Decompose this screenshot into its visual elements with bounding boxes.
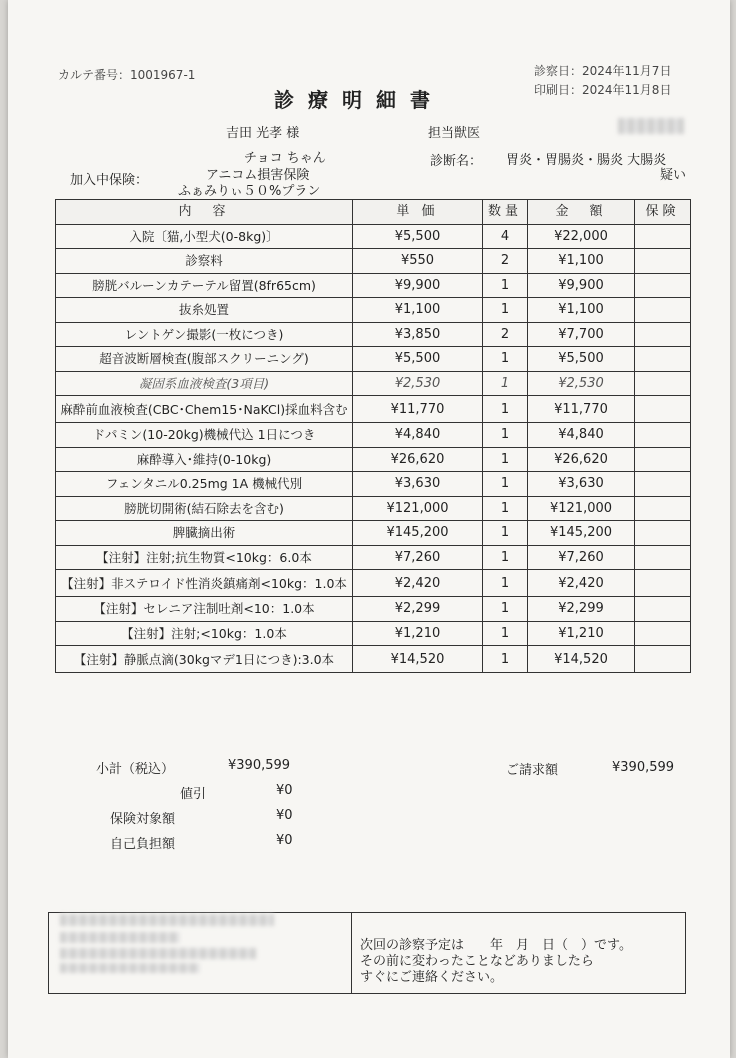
table-row <box>56 249 691 274</box>
item-amount: ¥2,530 <box>528 371 635 396</box>
item-insurance <box>635 496 691 521</box>
item-unit-price: ¥2,530 <box>353 371 483 396</box>
item-insurance <box>635 570 691 597</box>
item-quantity: 1 <box>483 545 528 570</box>
item-amount: ¥121,000 <box>528 496 635 521</box>
item-amount: ¥4,840 <box>528 423 635 448</box>
header-unit-price: 単 価 <box>353 200 483 225</box>
item-insurance <box>635 396 691 423</box>
item-name: 【注射】注射;抗生物質<10kg：6.0本 <box>56 545 353 570</box>
item-quantity: 1 <box>483 621 528 646</box>
table-row <box>56 273 691 298</box>
table-header-row <box>56 200 691 225</box>
billed-value: ¥390,599 <box>612 760 675 775</box>
diagnosis-line1: 胃炎・胃腸炎・腸炎 大腸炎 <box>506 153 667 168</box>
table-row <box>56 322 691 347</box>
item-unit-price: ¥1,100 <box>353 298 483 323</box>
table-row <box>56 621 691 646</box>
item-name: フェンタニル0.25mg 1A 機械代別 <box>56 472 353 497</box>
item-unit-price: ¥4,840 <box>353 423 483 448</box>
item-amount: ¥1,210 <box>528 621 635 646</box>
table-row <box>56 447 691 472</box>
item-amount: ¥22,000 <box>528 224 635 249</box>
table-row <box>56 597 691 622</box>
item-quantity: 1 <box>483 521 528 546</box>
statement-paper <box>8 0 730 1058</box>
item-quantity: 1 <box>483 371 528 396</box>
table-row <box>56 298 691 323</box>
item-insurance <box>635 322 691 347</box>
item-amount: ¥1,100 <box>528 298 635 323</box>
insurance-label: 加入中保険： <box>70 173 149 188</box>
insurance-plan: ふぁみりぃ５０%プラン <box>178 184 321 199</box>
items-table <box>55 199 691 673</box>
item-unit-price: ¥5,500 <box>353 347 483 372</box>
item-insurance <box>635 621 691 646</box>
item-insurance <box>635 423 691 448</box>
item-amount: ¥2,420 <box>528 570 635 597</box>
item-amount: ¥1,100 <box>528 249 635 274</box>
item-name: 超音波断層検査(腹部スクリーニング) <box>56 347 353 372</box>
table-row <box>56 545 691 570</box>
table-row <box>56 570 691 597</box>
table-row <box>56 396 691 423</box>
table-row <box>56 646 691 673</box>
item-insurance <box>635 472 691 497</box>
item-amount: ¥5,500 <box>528 347 635 372</box>
item-unit-price: ¥121,000 <box>353 496 483 521</box>
subtotal-value: ¥390,599 <box>228 758 291 773</box>
item-insurance <box>635 646 691 673</box>
next-visit-line1: 次回の診察予定は 年 月 日（ ）です。 <box>360 938 632 953</box>
item-insurance <box>635 521 691 546</box>
item-quantity: 2 <box>483 249 528 274</box>
item-quantity: 1 <box>483 646 528 673</box>
item-amount: ¥3,630 <box>528 472 635 497</box>
item-name: 凝固系血液検査(3項目) <box>56 371 353 396</box>
owner-name: 吉田 光孝 様 <box>226 126 300 141</box>
table-row <box>56 423 691 448</box>
table-row <box>56 371 691 396</box>
item-amount: ¥9,900 <box>528 273 635 298</box>
item-name: 脾臓摘出術 <box>56 521 353 546</box>
header-content: 内 容 <box>56 200 353 225</box>
billed-label: ご請求額 <box>506 763 559 778</box>
item-unit-price: ¥14,520 <box>353 646 483 673</box>
clinic-info-redacted-3 <box>60 948 256 959</box>
item-quantity: 1 <box>483 597 528 622</box>
item-quantity: 1 <box>483 347 528 372</box>
next-visit-line3: すぐにご連絡ください。 <box>360 970 504 985</box>
item-quantity: 1 <box>483 496 528 521</box>
vet-name-redacted <box>618 118 684 134</box>
next-visit-line2: その前に変わったことなどありましたら <box>360 954 594 969</box>
item-insurance <box>635 597 691 622</box>
item-unit-price: ¥11,770 <box>353 396 483 423</box>
self-pay-value: ¥0 <box>276 833 293 848</box>
discount-label: 値引 <box>180 787 207 802</box>
table-row <box>56 347 691 372</box>
item-insurance <box>635 249 691 274</box>
insured-value: ¥0 <box>276 808 293 823</box>
item-amount: ¥11,770 <box>528 396 635 423</box>
item-quantity: 1 <box>483 447 528 472</box>
item-quantity: 1 <box>483 570 528 597</box>
item-name: 【注射】静脈点滴(30kgマデ1日につき):3.0本 <box>56 646 353 673</box>
item-name: 膀胱切開術(結石除去を含む) <box>56 496 353 521</box>
discount-value: ¥0 <box>276 783 293 798</box>
item-insurance <box>635 298 691 323</box>
diagnosis-line2: 疑い <box>660 168 687 183</box>
item-name: レントゲン撮影(一枚につき) <box>56 322 353 347</box>
pet-name: チョコ ちゃん <box>244 151 326 166</box>
item-insurance <box>635 224 691 249</box>
item-quantity: 2 <box>483 322 528 347</box>
item-unit-price: ¥145,200 <box>353 521 483 546</box>
insurance-company: アニコム損害保険 <box>206 168 310 183</box>
item-name: 膀胱バルーンカテーテル留置(8fr65cm) <box>56 273 353 298</box>
item-name: 麻酔前血液検査(CBC･Chem15･NaKCl)採血料含む <box>56 396 353 423</box>
item-name: 抜糸処置 <box>56 298 353 323</box>
table-row <box>56 521 691 546</box>
item-name: 【注射】セレニア注制吐剤<10：1.0本 <box>56 597 353 622</box>
item-quantity: 1 <box>483 396 528 423</box>
self-pay-label: 自己負担額 <box>110 837 176 852</box>
item-amount: ¥7,260 <box>528 545 635 570</box>
item-quantity: 1 <box>483 472 528 497</box>
item-insurance <box>635 347 691 372</box>
item-amount: ¥26,620 <box>528 447 635 472</box>
table-row <box>56 472 691 497</box>
item-insurance <box>635 273 691 298</box>
header-insurance: 保険 <box>635 200 691 225</box>
clinic-info-redacted-2 <box>60 932 180 943</box>
item-amount: ¥14,520 <box>528 646 635 673</box>
diagnosis-label: 診断名： <box>430 154 483 169</box>
item-unit-price: ¥1,210 <box>353 621 483 646</box>
table-row <box>56 496 691 521</box>
item-insurance <box>635 447 691 472</box>
table-row <box>56 224 691 249</box>
item-unit-price: ¥2,420 <box>353 570 483 597</box>
item-name: 【注射】非ステロイド性消炎鎮痛剤<10kg：1.0本 <box>56 570 353 597</box>
item-unit-price: ¥7,260 <box>353 545 483 570</box>
item-unit-price: ¥9,900 <box>353 273 483 298</box>
item-quantity: 1 <box>483 423 528 448</box>
item-name: 麻酔導入･維持(0-10kg) <box>56 447 353 472</box>
header-quantity: 数量 <box>483 200 528 225</box>
visit-date: 診察日：2024年11月7日 <box>534 64 672 78</box>
karte-number: カルテ番号：1001967-1 <box>58 68 196 82</box>
print-date: 印刷日：2024年11月8日 <box>534 83 672 97</box>
clinic-info-redacted-1 <box>60 914 274 926</box>
clinic-info-redacted-4 <box>60 963 200 973</box>
item-name: 診察料 <box>56 249 353 274</box>
item-unit-price: ¥550 <box>353 249 483 274</box>
item-amount: ¥145,200 <box>528 521 635 546</box>
insured-label: 保険対象額 <box>110 812 176 827</box>
item-insurance <box>635 545 691 570</box>
item-quantity: 4 <box>483 224 528 249</box>
item-unit-price: ¥26,620 <box>353 447 483 472</box>
item-name: 【注射】注射;<10kg：1.0本 <box>56 621 353 646</box>
header-amount: 金 額 <box>528 200 635 225</box>
item-insurance <box>635 371 691 396</box>
item-amount: ¥7,700 <box>528 322 635 347</box>
vet-label: 担当獣医 <box>428 126 481 141</box>
item-amount: ¥2,299 <box>528 597 635 622</box>
item-unit-price: ¥3,630 <box>353 472 483 497</box>
item-name: ドパミン(10-20kg)機械代込 1日につき <box>56 423 353 448</box>
item-quantity: 1 <box>483 273 528 298</box>
item-unit-price: ¥3,850 <box>353 322 483 347</box>
item-unit-price: ¥2,299 <box>353 597 483 622</box>
page-title: 診療明細書 <box>274 88 444 112</box>
item-quantity: 1 <box>483 298 528 323</box>
item-name: 入院〔猫,小型犬(0-8kg)〕 <box>56 224 353 249</box>
item-unit-price: ¥5,500 <box>353 224 483 249</box>
subtotal-label: 小計（税込） <box>96 762 175 777</box>
